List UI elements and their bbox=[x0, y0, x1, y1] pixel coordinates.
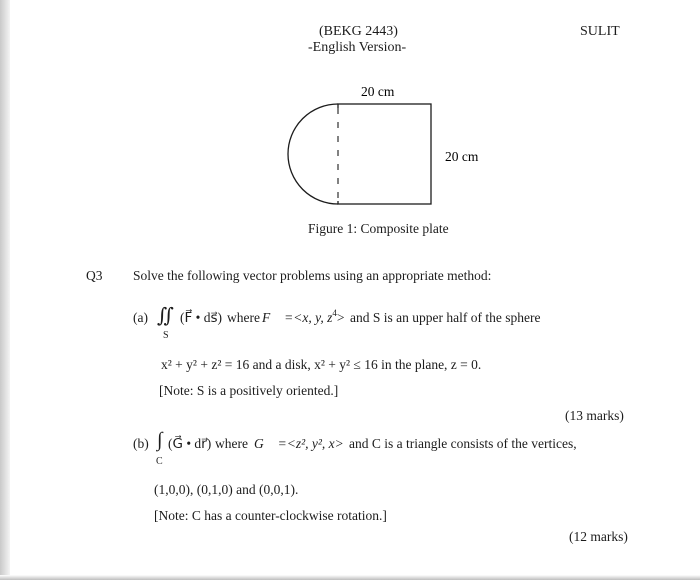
part-b-vertices: (1,0,0), (0,1,0) and (0,0,1). bbox=[154, 482, 299, 497]
part-b-marks: (12 marks) bbox=[569, 529, 628, 544]
part-b-note: [Note: C has a counter-clockwise rotation.] bbox=[154, 508, 387, 523]
question-number: Q3 bbox=[86, 268, 103, 283]
part-b-integrand: (G⃗ • dr⃗) bbox=[168, 436, 212, 451]
classification-label: SULIT bbox=[580, 24, 620, 39]
part-b-label: (b) bbox=[133, 436, 149, 451]
bottom-edge-shadow bbox=[0, 575, 700, 580]
part-a-equation-line: x² + y² + z² = 16 and a disk, x² + y² ≤ 16 in the plane, z = 0. bbox=[161, 357, 482, 372]
square-shape bbox=[338, 104, 431, 204]
part-a-field-exponent: 4 bbox=[332, 308, 337, 318]
version-label: -English Version- bbox=[308, 40, 407, 55]
height-label: 20 cm bbox=[445, 149, 479, 164]
part-b-where: where bbox=[215, 436, 248, 451]
width-label: 20 cm bbox=[361, 84, 395, 99]
question-instruction: Solve the following vector problems using an appropriate method: bbox=[133, 268, 492, 283]
page-edge-shadow bbox=[0, 0, 10, 580]
figure-caption: Figure 1: Composite plate bbox=[308, 221, 449, 236]
part-a-field-close: > bbox=[336, 310, 345, 325]
double-integral-sign: ∬ bbox=[157, 305, 175, 327]
part-a-description: and S is an upper half of the sphere bbox=[350, 310, 541, 325]
part-a-integrand: (F⃗ • ds⃗) bbox=[180, 310, 223, 325]
part-a-label: (a) bbox=[133, 310, 148, 325]
composite-plate-figure bbox=[270, 75, 500, 215]
part-b-field: G⃗ =<z², y², x> bbox=[254, 436, 344, 451]
part-a-marks: (13 marks) bbox=[565, 408, 624, 423]
part-a-note: [Note: S is a positively oriented.] bbox=[159, 383, 339, 398]
part-a-field bbox=[262, 310, 344, 326]
part-a-integral-subscript: S bbox=[163, 330, 169, 341]
course-code: (BEKG 2443) bbox=[319, 24, 398, 39]
part-b-description: and C is a triangle consists of the vertices, bbox=[349, 436, 577, 451]
part-b-integral-subscript: C bbox=[156, 456, 163, 467]
part-a-field-text: F⃗ =<x, y, z bbox=[262, 310, 333, 325]
part-a-where: where bbox=[227, 310, 260, 325]
line-integral-sign: ∫ bbox=[157, 429, 163, 451]
semicircle-shape bbox=[288, 104, 338, 204]
